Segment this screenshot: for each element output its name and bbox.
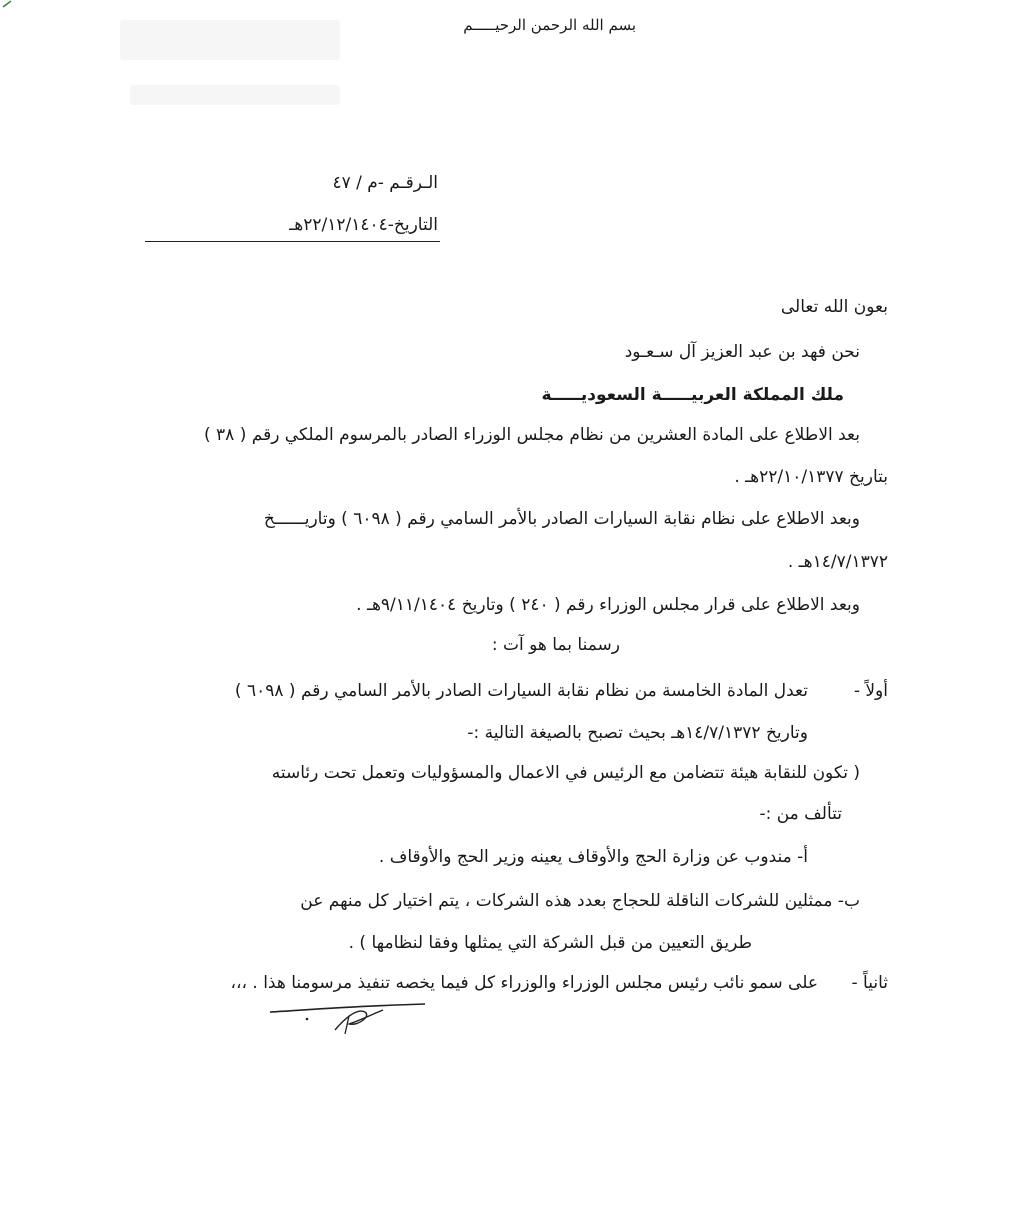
article-one-line: تعدل المادة الخامسة من نظام نقابة السيارات الصادر بالأمر السامي رقم ( ٦٠٩٨ ) — [234, 681, 808, 701]
article-one-line: وتاريخ ١٤/٧/١٣٧٢هـ بحيث تصبح بالصيغة التالية :- — [467, 723, 808, 743]
reference-date: التاريخ-٢٢/١٢/١٤٠٤هـ — [289, 215, 438, 235]
article-one-item-b: طريق التعيين من قبل الشركة التي يمثلها وفقا لنظامها ) . — [348, 933, 752, 953]
signature — [265, 992, 435, 1037]
preamble-line: وبعد الاطلاع على نظام نقابة السيارات الصادر بالأمر السامي رقم ( ٦٠٩٨ ) وتاريــــــخ — [263, 509, 860, 529]
preamble-line: ١٤/٧/١٣٧٢هـ . — [787, 552, 888, 572]
article-one-item-a: أ- مندوب عن وزارة الحج والأوقاف يعينه وزير الحج والأوقاف . — [378, 847, 808, 867]
basmala: بسم الله الرحمن الرحيـــــم — [463, 16, 636, 34]
faded-letterhead-line — [130, 85, 340, 105]
article-one-line: تتألف من :- — [759, 804, 842, 824]
date-underline — [145, 241, 440, 242]
issuer-name: نحن فهد بن عبد العزيز آل سـعـود — [624, 342, 860, 362]
preamble-line: وبعد الاطلاع على قرار مجلس الوزراء رقم ( ٢٤٠ ) وتاريخ ٩/١١/١٤٠٤هـ . — [356, 595, 860, 615]
faded-letterhead — [120, 20, 340, 60]
reference-number: الـرقـم -م / ٤٧ — [332, 173, 438, 193]
article-one-label: أولاً - — [853, 681, 888, 701]
article-two-label: ثانياً - — [851, 973, 888, 993]
decree-heading: رسمنا بما هو آت : — [491, 635, 620, 655]
preamble-line: بتاريخ ٢٢/١٠/١٣٧٧هـ . — [734, 467, 888, 487]
preamble-line: بعد الاطلاع على المادة العشرين من نظام مجلس الوزراء الصادر بالمرسوم الملكي رقم ( ٣٨ ) — [204, 425, 860, 445]
corner-green-mark — [2, 0, 12, 8]
article-one-line: ( تكون للنقابة هيئة تتضامن مع الرئيس في الاعمال والمسؤوليات وتعمل تحت رئاسته — [271, 763, 860, 783]
article-one-item-b: ب- ممثلين للشركات الناقلة للحجاج بعدد هذه الشركات ، يتم اختيار كل منهم عن — [300, 891, 860, 911]
article-two-text: على سمو نائب رئيس مجلس الوزراء والوزراء كل فيما يخصه تنفيذ مرسومنا هذا . ،،، — [230, 973, 818, 993]
issuer-title: ملك المملكة العربيـــــة السعوديـــــة — [541, 385, 844, 405]
opening-invocation: بعون الله تعالى — [780, 297, 888, 317]
